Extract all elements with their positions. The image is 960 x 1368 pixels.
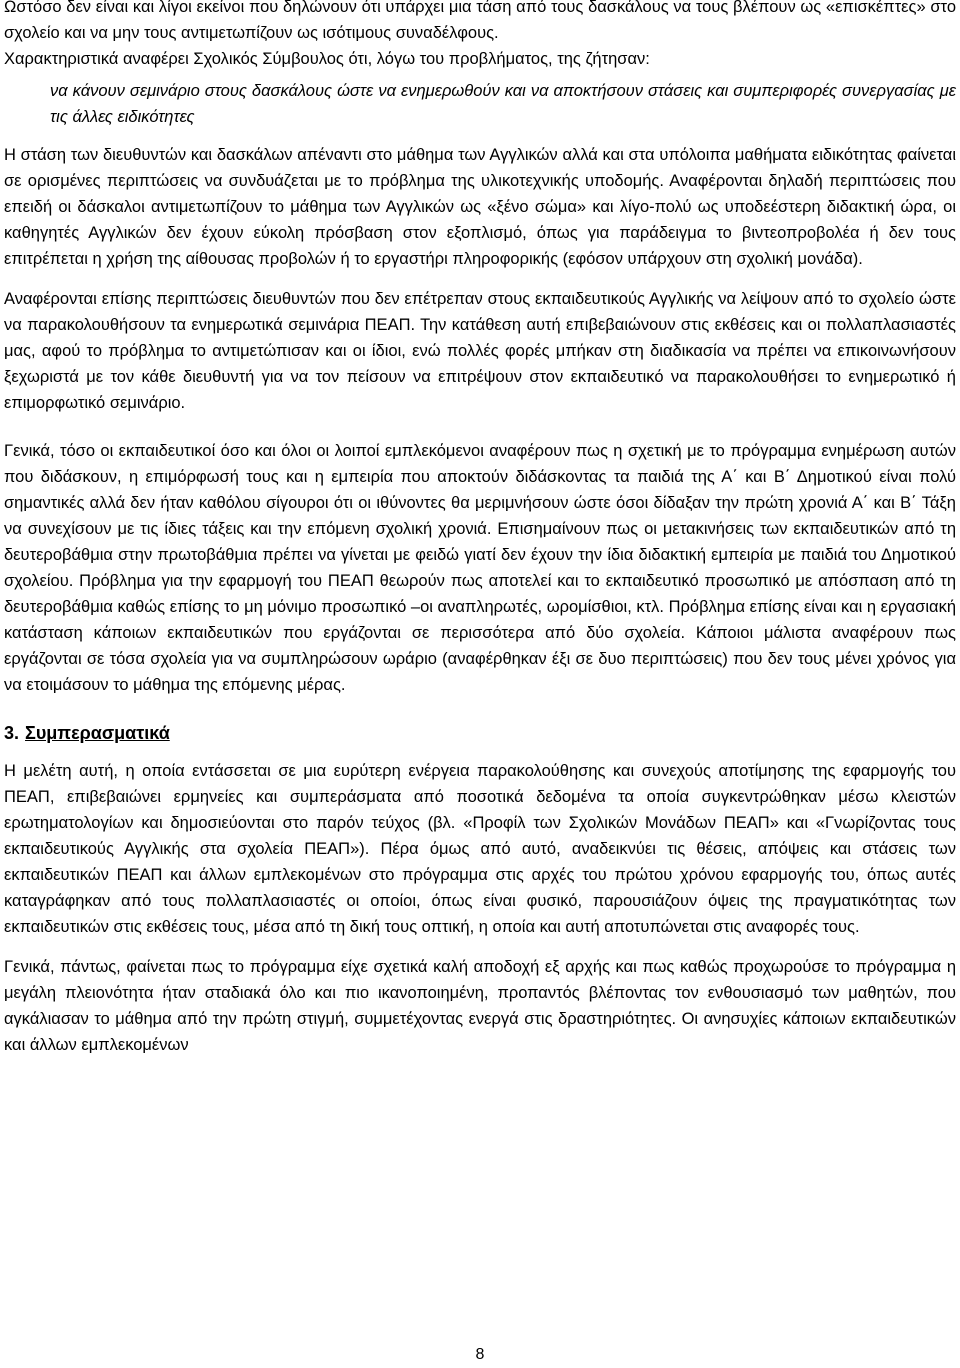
paragraph-7: Γενικά, πάντως, φαίνεται πως το πρόγραμμα είχε σχετικά καλή αποδοχή εξ αρχής και πως καθώς προχωρούσε το πρόγραμμα η μεγάλη πλειονότητα ήταν σταδιακά όλο και πιο ικανοποιημένη, προπαντός βλέποντας τον ενθουσιασμό των μαθητών, που αγκάλιασαν το μάθημα από την πρώτη στιγμή, συμμετέχοντας ενεργά στις δραστηριότητες. Οι ανησυχίες κάποιων εκπαιδευτικών και άλλων εμπλεκομένων	[4, 958, 956, 1054]
quote-block: να κάνουν σεμινάριο στους δασκάλους ώστε να ενημερωθούν και να αποκτήσουν στάσεις και συμπεριφορές συνεργασίας με τις άλλες ειδικότητες	[50, 82, 956, 126]
paragraph-3: Η στάση των διευθυντών και δασκάλων απέναντι στο μάθημα των Αγγλικών αλλά και στα υπόλοιπα μαθήματα ειδικότητας φαίνεται σε ορισμένες περιπτώσεις να συνδυάζεται με το πρόβλημα της υλικοτεχνικής υποδομής. Αναφέρονται δηλαδή περιπτώσεις που επειδή οι δάσκαλοι αντιμετωπίζουν το μάθημα των Αγγλικών ως «ξένο σώμα» και λίγο-πολύ ως υποδεέστερη διδακτική ώρα, οι καθηγητές Αγγλικών δεν έχουν εύκολη πρόσβαση στον εξοπλισμό, όπως για παράδειγμα το βιντεοπροβολέα ή δεν τους επιτρέπεται η χρήση της αίθουσας προβολών ή το εργαστήρι πληροφορικής (εφόσον υπάρχουν στη σχολική μονάδα).	[4, 146, 956, 268]
page-content	[4, 0, 956, 1058]
section-heading	[4, 720, 956, 746]
paragraph-4: Αναφέρονται επίσης περιπτώσεις διευθυντών που δεν επέτρεπαν στους εκπαιδευτικούς Αγγλικής να λείψουν από το σχολείο ώστε να παρακολουθήσουν τα ενημερωτικά σεμινάρια ΠΕΑΠ. Την κατάθεση αυτή επιβεβαιώνουν στις εκθέσεις και οι πολλαπλασιαστές μας, αφού το πρόβλημα το αντιμετώπισαν και οι ίδιοι, ενώ πολλές φορές μπήκαν στη διαδικασία να πρέπει να επικοινωνήσουν ξεχωριστά με τον κάθε διευθυντή για να τον πείσουν να επιτρέψουν στον εκπαιδευτικό να παρακολουθήσει το ενημερωτικό ή επιμορφωτικό σεμινάριο.	[4, 290, 956, 412]
paragraph-2: Χαρακτηριστικά αναφέρει Σχολικός Σύμβουλος ότι, λόγω του προβλήματος, της ζήτησαν:	[4, 50, 650, 68]
paragraph-5: Γενικά, τόσο οι εκπαιδευτικοί όσο και όλοι οι λοιποί εμπλεκόμενοι αναφέρουν πως η σχετική με το πρόγραμμα ενημέρωση αυτών που διδάσκουν, η επιμόρφωσή τους και η εμπειρία που αποκτούν διδάσκοντας τα παιδιά της Α΄ και Β΄ Δημοτικού είναι πολύ σημαντικές αλλά δεν ήταν καθόλου σίγουροι ότι οι ιθύνοντες θα μεριμνήσουν ώστε όσοι δίδαξαν την πρώτη χρονιά Α΄ και Β΄ Τάξη να συνεχίσουν με τις ίδιες τάξεις και την επόμενη σχολική χρονιά. Επισημαίνουν πως οι μετακινήσεις των εκπαιδευτικών από τη δευτεροβάθμια στην πρωτοβάθμια πρέπει να γίνεται με φειδώ γιατί δεν έχουν την ίδια διδακτική εμπειρία με παιδιά του Δημοτικού σχολείου. Πρόβλημα για την εφαρμογή του ΠΕΑΠ θεωρούν πως αποτελεί και το εκπαιδευτικό προσωπικό με απόσπαση από τη δευτεροβάθμια καθώς επίσης το μη μόνιμο προσωπικό –οι αναπληρωτές, ωρομίσθιοι, κτλ. Πρόβλημα επίσης είναι και η εργασιακή κατάσταση κάποιων εκπαιδευτικών που εργάζονται σε περισσότερα από δύο σχολεία. Κάποιοι μάλιστα αναφέρουν πως εργάζονται σε τόσα σχολεία για να συμπληρώσουν ωράριο (αναφέρθηκαν έξι σε δυο περιπτώσεις) που δεν τους μένει χρόνος για να ετοιμάσουν το μάθημα της επόμενης μέρας.	[4, 442, 956, 694]
paragraph-1: Ωστόσο δεν είναι και λίγοι εκείνοι που δηλώνουν ότι υπάρχει μια τάση από τους δασκάλους να τους βλέπουν ως «επισκέπτες» στο σχολείο και να μην τους αντιμετωπίζουν ως ισότιμους συναδέλφους.	[4, 0, 956, 42]
paragraph-6: Η μελέτη αυτή, η οποία εντάσσεται σε μια ευρύτερη ενέργεια παρακολούθησης και συνεχούς αποτίμησης της εφαρμογής του ΠΕΑΠ, επιβεβαιώνει ερμηνείες και συμπεράσματα από ποσοτικά δεδομένα τα οποία συγκεντρώθηκαν μέσω κλειστών ερωτηματολογίων και δημοσιεύονται στο παρόν τεύχος (βλ. «Προφίλ των Σχολικών Μονάδων ΠΕΑΠ» και «Γνωρίζοντας τους εκπαιδευτικούς Αγγλικής στα σχολεία ΠΕΑΠ»). Πέρα όμως από αυτό, αναδεικνύει τις θέσεις, απόψεις και στάσεις των εκπαιδευτικών ΠΕΑΠ και άλλων εμπλεκομένων στο πρόγραμμα στις αρχές του πρώτου χρόνου εφαρμογής του, όπως αυτές καταγράφηκαν από τους πολλαπλασιαστές οι οποίοι, όπως είναι φυσικό, παρουσιάζουν όψεις της πραγματικότητας των εκπαιδευτικών στις εκθέσεις τους, μέσα από τη δική τους οπτική, η οποία και αυτή αποτυπώνεται στις αναφορές τους.	[4, 762, 956, 936]
section-number: 3.	[4, 723, 20, 743]
page-number: 8	[475, 1346, 485, 1363]
section-title: Συμπερασματικά	[25, 723, 170, 743]
